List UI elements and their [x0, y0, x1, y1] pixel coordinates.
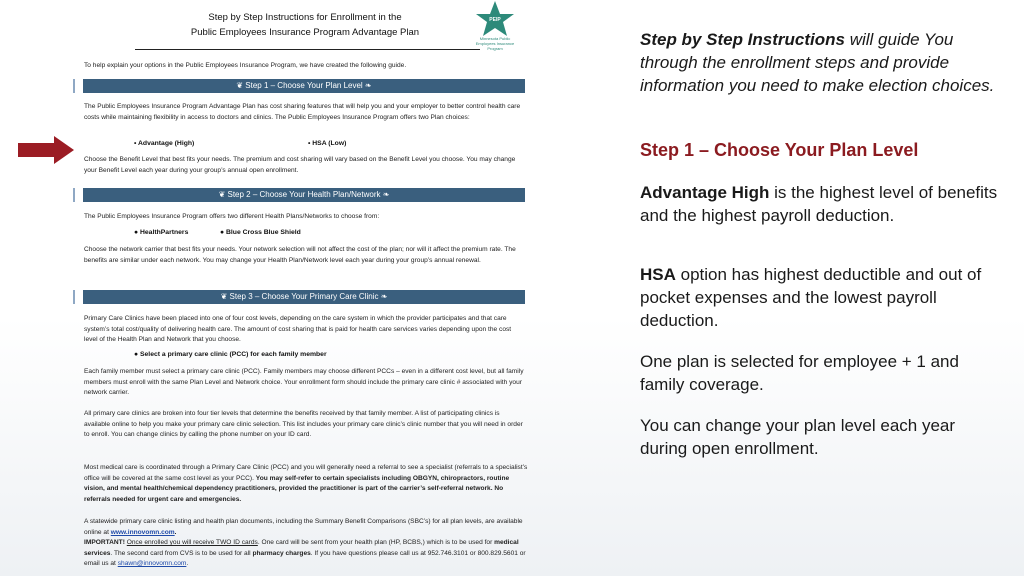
step3-para3: All primary care clinics are broken into four tier levels that determine the benefits received by that family member. A list of participating clinics is available online to help you make your primary care clinic selection. This list includes your primary care clinic’s clinic number that you will need in order to enroll. You can change clinics by calling the phone number on your ID card.: [84, 410, 523, 438]
option-hsa: • HSA (Low): [308, 140, 347, 147]
logo-text: Minnesota Public Employees Insurance Program: [475, 36, 515, 51]
pcc-bullet: ● Select a primary care clinic (PCC) for each family member: [134, 351, 327, 358]
sidebar-change: You can change your plan level each year during open enrollment.: [640, 416, 956, 458]
leaf-icon: ❧: [362, 81, 372, 90]
document-title: Step by Step Instructions for Enrollment in the Public Employees Insurance Program Advantage Plan: [190, 12, 420, 38]
innovo-link[interactable]: www.innovomn.com: [110, 528, 175, 536]
leaf-icon: ❧: [378, 292, 388, 301]
step2-marker: [73, 188, 75, 202]
step3-para4: Most medical care is coordinated through a Primary Care Clinic (PCC) and you will generally need a referral to see a specialist (referrals to a specialist’s office will be covered at the same cost level as your PCC). You may self-refer to certain specialists including OBGYN, chiropractors, routine vision, and mental health/chemical dependency practitioners, provided the practitioner is part of the carrier’s self-referral network. No referrals needed for urgent care and emergencies.: [84, 464, 528, 503]
peip-logo: [472, 0, 518, 62]
sidebar-intro: Step by Step Instructions will guide You through the enrollment steps and provide information you need to make election choices.: [640, 30, 995, 95]
option-bcbs: ● Blue Cross Blue Shield: [220, 229, 301, 236]
sidebar-hsa: HSA option has highest deductible and out of pocket expenses and the lowest payroll deduction.: [640, 265, 982, 330]
important-text: Once enrolled you will receive TWO ID cards: [126, 539, 258, 546]
step2-para2: Choose the network carrier that best fits your needs. Your network selection will not affect the cost of the plan; nor will it affect the premium rate. The benefits are similar under each network. You may change your Health Plan/Network level each year during your group’s annual renewal.: [84, 246, 516, 264]
step3-para5: A statewide primary care clinic listing and health plan documents, including the Summary Benefit Comparisons (SBC’s) for all plan levels, are available online at www.innovomn.com. IMPORTANT! Once enrolled you will receive TWO ID cards. One card will be sent from your health plan (HP, BCBS,) which is to be used for medical services. The second card from CVS is to be used for all pharmacy charges. If you have questions please call us at 952.746.3101 or 800.829.5601 or email us at shawn@innovomn.com.: [84, 518, 526, 567]
email-link[interactable]: shawn@innovomn.com: [117, 560, 187, 567]
sidebar-one-plan: One plan is selected for employee + 1 and family coverage.: [640, 352, 959, 394]
logo-abbrev: PEIP: [489, 17, 501, 23]
step1-para1: The Public Employees Insurance Program Advantage Plan has cost sharing features that will help you and your employer to better control health care costs while maintaining flexibility in access to doctors and clinics. The Public Employees Insurance Program offers two Plan choices:: [84, 103, 521, 121]
sidebar-step-heading: Step 1 – Choose Your Plan Level: [640, 140, 919, 160]
step3-para2: Each family member must select a primary care clinic (PCC). Family members may choose different PCCs – even in a different cost level, but all family members must enroll with the same Plan Level and Network choice. Your enrollment form should include the primary care clinic # associated with your network carrier.: [84, 368, 524, 396]
option-advantage: • Advantage (High): [134, 140, 195, 147]
leaf-icon: ❧: [380, 190, 390, 199]
sidebar-advantage: Advantage High is the highest level of benefits and the highest payroll deduction.: [640, 183, 998, 225]
step3-para1: Primary Care Clinics have been placed into one of four cost levels, depending on the care system in which the provider participates and that care system’s total cost/quality of delivering health care. The amount of cost sharing that is paid for health care services varies depending upon the cost level of the Health Plan and Network that you choose.: [84, 315, 512, 343]
title-divider: [135, 49, 480, 50]
intro-text: To help explain your options in the Public Employees Insurance Program, we have created the following guide.: [84, 62, 407, 69]
important-label: IMPORTANT!: [84, 539, 125, 546]
step3-header: ❦ Step 3 – Choose Your Primary Care Clinic ❧: [83, 290, 525, 304]
option-healthpartners: ● HealthPartners: [134, 229, 189, 236]
leaf-icon: ❦: [220, 292, 230, 301]
step2-header: ❦ Step 2 – Choose Your Health Plan/Network ❧: [83, 188, 525, 202]
step2-para1: The Public Employees Insurance Program offers two different Health Plans/Networks to choose from:: [84, 213, 380, 220]
red-arrow-icon: [18, 136, 74, 164]
step3-marker: [73, 290, 75, 304]
leaf-icon: ❦: [218, 190, 228, 199]
step1-header: ❦ Step 1 – Choose Your Plan Level ❧: [83, 79, 525, 93]
leaf-icon: ❦: [236, 81, 246, 90]
step1-para2: Choose the Benefit Level that best fits your needs. The premium and cost sharing will vary based on the Benefit Level you choose. You may change your Benefit Level each year during your group’s annual open enrollment.: [84, 156, 516, 174]
step1-marker: [73, 79, 75, 93]
